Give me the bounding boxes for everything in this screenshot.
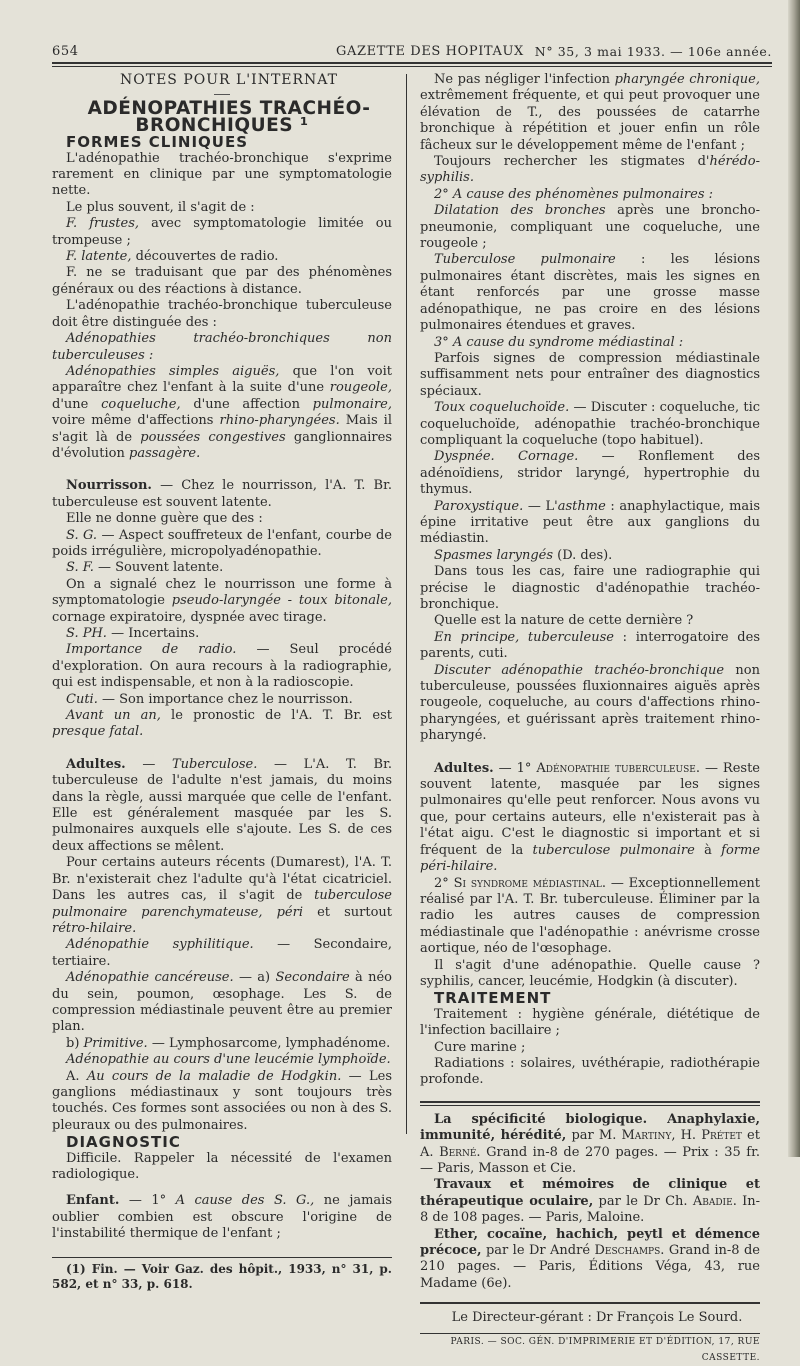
paragraph: Dyspnée. Cornage. — Ronflement des adénoïdiens, stridor laryngé, hypertrophie du thymus.	[420, 449, 760, 498]
heading-traitement: TRAITEMENT	[434, 989, 552, 1008]
printer-rule	[420, 1333, 760, 1334]
paragraph-enfant: Enfant. — 1° A cause des S. G., ne jamais oublier combien est obscure l'origine de l'instabilité thermique de l'enfant ;	[52, 1193, 393, 1242]
paragraph: 2° Si syndrome médiastinal. — Exceptionnellement réalisé par l'A. T. Br. tuberculeuse. Éliminer par la radio les autres causes de compression médiastinale que l'adénopathie : anévrisme crosse aortique, néo de l'œsophage.	[420, 875, 761, 957]
paragraph: Adénopathie au cours d'une leucémie lymphoïde.	[66, 1052, 391, 1068]
header-rule	[52, 62, 772, 64]
paragraph-adultes: Adultes. — Tuberculose. — L'A. T. Br. tuberculeuse de l'adulte n'est jamais, du moins dans la règle, aussi marquée que celle de l'enfant. Elle est généralement masquée par les S. pulmonaires auxquels elle s'ajoute. Les S. de ces deux affections se mêlent.	[52, 756, 392, 854]
paragraph: Toux coqueluchoïde. — Discuter : coqueluche, tic coqueluchoïde, adénopathie trachéo-bronchique compliquant la coqueluche (topo habituel).	[420, 400, 761, 448]
paragraph: Adénopathies simples aiguës, que l'on voit apparaître chez l'enfant à la suite d'une rougeole, d'une coqueluche, d'une affection pulmonaire, voire même d'affections rhino-pharyngées. Mais il s'agit là de poussées congestives ganglionnaires d'évolution passagère.	[52, 363, 392, 461]
footnote-rule	[52, 1257, 392, 1258]
paragraph: Toujours rechercher les stigmates d'hérédo-syphilis.	[420, 154, 760, 186]
paragraph: Difficile. Rappeler la nécessité de l'examen radiologique.	[52, 1150, 392, 1182]
paragraph: En principe, tuberculeuse : interrogatoire des parents, cuti.	[420, 629, 760, 662]
paragraph: F. ne se traduisant que par des phénomènes généraux ou des réactions à distance.	[52, 265, 392, 297]
footnote: (1) Fin. — Voir Gaz. des hôpit., 1933, n° 31, p. 582, et n° 33, p. 618.	[52, 1261, 392, 1291]
paragraph: Pour certains auteurs récents (Dumarest), l'A. T. Br. n'existerait chez l'adulte qu'à l'état cicatriciel. Dans les autres cas, il s'agit de tuberculose pulmonaire parenchymateuse, péri et surtout rétro-hilaire.	[52, 855, 392, 936]
paragraph: Cure marine ;	[434, 1039, 526, 1055]
kicker-rule	[214, 94, 230, 95]
book-listing: Travaux et mémoires de clinique et thérapeutique oculaire, par le Dr Ch. Abadie. In-8 de 108 pages. — Paris, Maloine.	[420, 1177, 760, 1226]
section-kicker: NOTES POUR L'INTERNAT	[120, 72, 338, 88]
paragraph: Il s'agit d'une adénopathie. Quelle cause ? syphilis, cancer, leucémie, Hodgkin (à discuter).	[420, 957, 760, 989]
books-rule-thin	[420, 1105, 760, 1106]
paragraph: Avant un an, le pronostic de l'A. T. Br. est presque fatal.	[52, 708, 392, 740]
paragraph: S. F. — Souvent latente.	[66, 560, 224, 576]
book-listing: Ether, cocaïne, hachich, peytl et démence précoce, par le Dr André Deschamps. Grand in-8 de 210 pages. — Paris, Éditions Véga, 43, rue Madame (6e).	[420, 1226, 760, 1291]
book-listing: La spécificité biologique. Anaphylaxie, immunité, hérédité, par M. Martiny, H. Prétet et A. Berné. Grand in-8 de 270 pages. — Prix : 35 fr. — Paris, Masson et Cie.	[420, 1111, 760, 1176]
paragraph: A. Au cours de la maladie de Hodgkin. — Les ganglions médiastinaux y sont toujours très touchés. Ces formes sont associées ou non à des S. pleuraux ou des pulmonaires.	[52, 1068, 393, 1133]
paragraph: Discuter adénopathie trachéo-bronchique non tuberculeuse, poussées fluxionnaires aiguës après rougeole, coqueluche, au cours d'affections rhino-pharyngées, et guérissant après traitement rhino-pharyngé.	[420, 662, 760, 744]
column-divider	[406, 74, 407, 1134]
paragraph: Ne pas négliger l'infection pharyngée chronique, extrêmement fréquente, et qui peut provoquer une élévation de T., des poussées de catarrhe bronchique à répétition et jouer enfin un rôle fâcheux sur le développement même de l'enfant ;	[420, 72, 760, 153]
journal-title: GAZETTE DES HOPITAUX	[336, 44, 524, 59]
paragraph: Elle ne donne guère que des :	[66, 511, 263, 527]
paragraph: Cuti. — Son importance chez le nourrisson.	[66, 691, 353, 707]
paragraph: Adénopathies trachéo-bronchiques non tuberculeuses :	[52, 331, 392, 363]
page-edge-shadow	[788, 0, 800, 1157]
right-column	[420, 72, 760, 1366]
paragraph: 2° A cause des phénomènes pulmonaires :	[434, 186, 713, 202]
books-rule	[420, 1101, 760, 1103]
paragraph: Quelle est la nature de cette dernière ?	[434, 613, 694, 629]
paragraph: Traitement : hygiène générale, diététique de l'infection bacillaire ;	[420, 1006, 760, 1039]
paragraph: Dans tous les cas, faire une radiographie qui précise le diagnostic d'adénopathie trachéo-bronchique.	[420, 564, 760, 612]
paragraph: Parfois signes de compression médiastinale suffisamment nets pour entraîner des diagnostics spéciaux.	[420, 350, 760, 399]
paragraph: Importance de radio. — Seul procédé d'exploration. On aura recours à la radiographie, qui est indispensable, et non à la radioscopie.	[52, 642, 392, 691]
printer-imprint: PARIS. — SOC. GÉN. D'IMPRIMERIE ET D'ÉDITION, 17, RUE CASSETTE.	[450, 1336, 760, 1364]
director-signature: Le Directeur-gérant : Dr François Le Sourd.	[451, 1310, 743, 1326]
paragraph: Paroxystique. — L'asthme : anaphylactique, mais épine irritative peut être aux ganglions du médiastin.	[420, 498, 760, 547]
paragraph: On a signalé chez le nourrisson une forme à symptomatologie pseudo-laryngée - toux bitonale, cornage expiratoire, dyspnée avec tirage.	[52, 576, 392, 625]
heading-formes-cliniques: FORMES CLINIQUES	[66, 133, 249, 152]
paragraph: S. G. — Aspect souffreteux de l'enfant, courbe de poids irrégulière, micropolyadénopathie.	[52, 527, 392, 559]
paragraph: S. PH. — Incertains.	[66, 626, 200, 641]
heading-diagnostic: DIAGNOSTIC	[66, 1133, 181, 1152]
paragraph-nourrisson: Nourrisson. — Chez le nourrisson, l'A. T. Br. tuberculeuse est souvent latente.	[52, 478, 392, 510]
paragraph: Tuberculose pulmonaire : les lésions pulmonaires étant discrètes, mais les signes en étant renforcés par une grosse masse adénopathique, ne pas croire en des lésions pulmonaires étendues et graves.	[420, 252, 760, 334]
paragraph: F. latente, découvertes de radio.	[66, 249, 279, 265]
paragraph: Adénopathie syphilitique. — Secondaire, tertiaire.	[52, 937, 392, 969]
paragraph: Adénopathie cancéreuse. — a) Secondaire à néo du sein, poumon, œsophage. Les S. de compression médiastinale peuvent être au premier plan.	[52, 970, 392, 1035]
article-title: ADÉNOPATHIES TRACHÉO-BRONCHIQUES ¹	[87, 98, 371, 136]
page-number: 654	[52, 44, 79, 59]
signature-rule	[420, 1302, 760, 1304]
paragraph: Spasmes laryngés (D. des).	[434, 547, 613, 563]
paragraph: 3° A cause du syndrome médiastinal :	[434, 334, 684, 350]
paragraph: L'adénopathie trachéo-bronchique tuberculeuse doit être distinguée des :	[52, 298, 392, 330]
paragraph: b) Primitive. — Lymphosarcome, lymphadénome.	[66, 1035, 391, 1051]
paragraph: Radiations : solaires, uvéthérapie, radiothérapie profonde.	[420, 1055, 760, 1088]
paragraph-adultes-diag: Adultes. — 1° Adénopathie tuberculeuse. — Reste souvent latente, masquée par les signes pulmonaires qu'elle peut renforcer. Nous avons vu que, pour certains auteurs, elle n'existerait pas à l'état aigu. C'est le diagnostic si important et si fréquent de la tuberculose pulmonaire à forme péri-hilaire.	[420, 760, 761, 875]
paragraph: F. frustes, avec symptomatologie limitée ou trompeuse ;	[52, 216, 392, 248]
header-rule-thin	[52, 66, 772, 67]
issue-info: N° 35, 3 mai 1933. — 106e année.	[534, 44, 772, 59]
paragraph: L'adénopathie trachéo-bronchique s'exprime rarement en clinique par une symptomatologie nette.	[52, 150, 392, 199]
paragraph: Dilatation des bronches après une broncho-pneumonie, compliquant une coqueluche, une rougeole ;	[420, 203, 760, 252]
paragraph: Le plus souvent, il s'agit de :	[66, 199, 255, 215]
left-column	[52, 72, 392, 1292]
running-header	[52, 44, 772, 64]
